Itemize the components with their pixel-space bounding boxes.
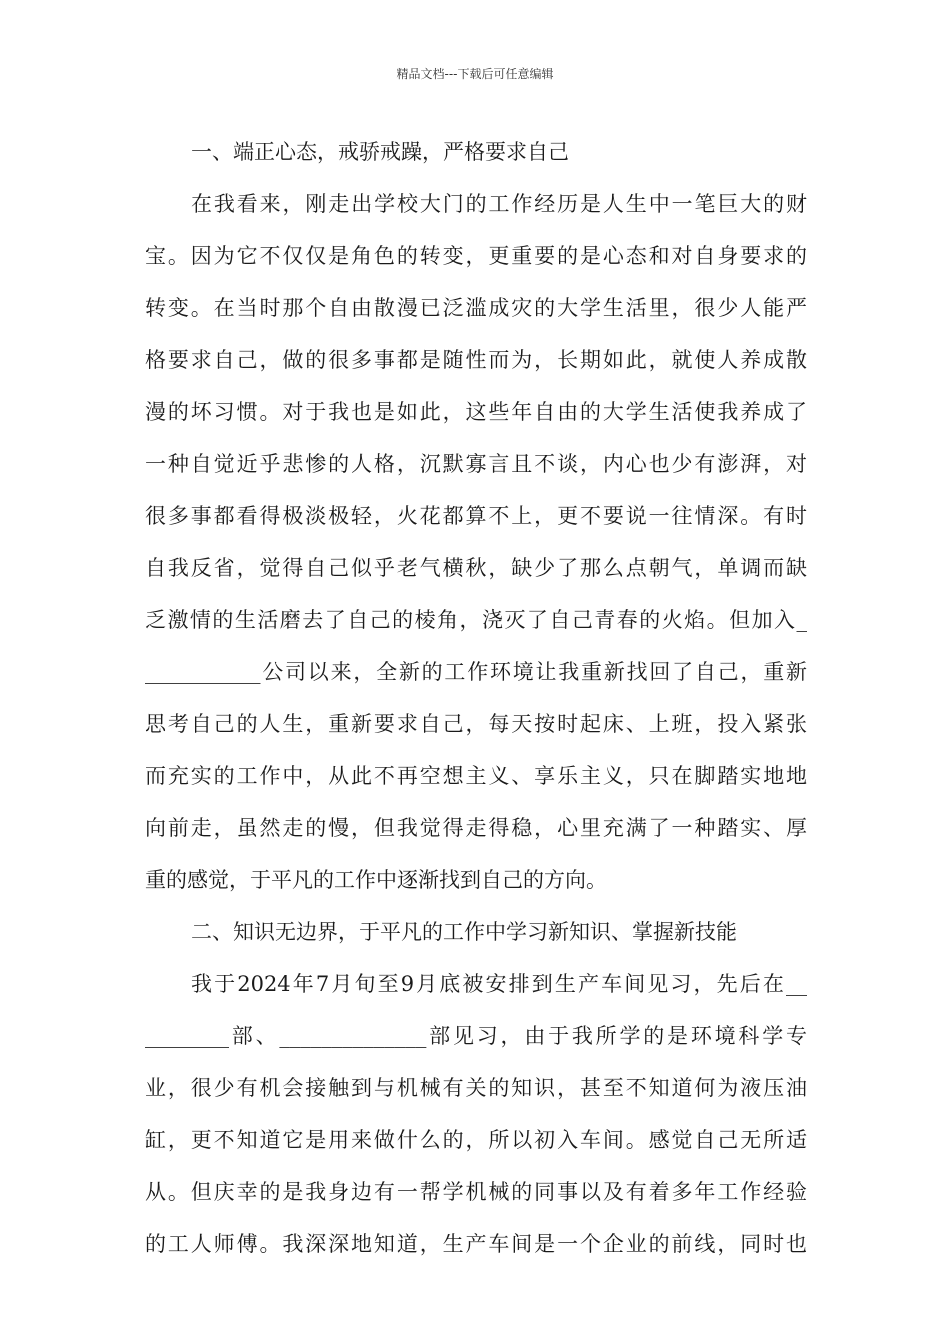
paragraph-line: 业，很少有机会接触到与机械有关的知识，甚至不知道何为液压油 [145, 1076, 807, 1100]
section-heading-2: 二、知识无边界，于平凡的工作中学习新知识、掌握新技能 [191, 920, 737, 944]
paragraph-line: 在我看来，刚走出学校大门的工作经历是人生中一笔巨大的财 [191, 192, 807, 216]
paragraph-line: 从。但庆幸的是我身边有一帮学机械的同事以及有着多年工作经验 [145, 1180, 807, 1204]
paragraph-line: 思考自己的人生，重新要求自己，每天按时起床、上班，投入紧张 [145, 712, 807, 736]
document-body [145, 126, 807, 1270]
paragraph-line: 一种自觉近乎悲惨的人格，沉默寡言且不谈，内心也少有澎湃，对 [145, 452, 807, 476]
paragraph-line: 宝。因为它不仅仅是角色的转变，更重要的是心态和对自身要求的 [145, 244, 807, 268]
paragraph-line: 我于2024年7月旬至9月底被安排到生产车间见习，先后在__ [191, 972, 807, 996]
paragraph-line: 缸，更不知道它是用来做什么的，所以初入车间。感觉自己无所适 [145, 1128, 807, 1152]
paragraph-line: 自我反省，觉得自己似乎老气横秋，缺少了那么点朝气，单调而缺 [145, 556, 807, 580]
paragraph-line: ________部、______________部见习，由于我所学的是环境科学专 [145, 1024, 807, 1048]
paragraph-line: 漫的坏习惯。对于我也是如此，这些年自由的大学生活使我养成了 [145, 400, 807, 424]
paragraph-line: 格要求自己，做的很多事都是随性而为，长期如此，就使人养成散 [145, 348, 807, 372]
paragraph-line: 转变。在当时那个自由散漫已泛滥成灾的大学生活里，很少人能严 [145, 296, 807, 320]
paragraph-line: 向前走，虽然走的慢，但我觉得走得稳，心里充满了一种踏实、厚 [145, 816, 807, 840]
paragraph-line: 重的感觉，于平凡的工作中逐渐找到自己的方向。 [145, 868, 607, 892]
paragraph-line: ___________公司以来，全新的工作环境让我重新找回了自己，重新 [145, 660, 807, 684]
page-header: 精品文档---下载后可任意编辑 [396, 67, 554, 81]
section-heading-1: 一、端正心态，戒骄戒躁，严格要求自己 [191, 140, 569, 164]
paragraph-line: 的工人师傅。我深深地知道，生产车间是一个企业的前线，同时也 [145, 1232, 807, 1256]
paragraph-line: 乏激情的生活磨去了自己的棱角，浇灭了自己青春的火焰。但加入_ [145, 608, 807, 632]
paragraph-line: 而充实的工作中，从此不再空想主义、享乐主义，只在脚踏实地地 [145, 764, 807, 788]
paragraph-line: 很多事都看得极淡极轻，火花都算不上，更不要说一往情深。有时 [145, 504, 807, 528]
